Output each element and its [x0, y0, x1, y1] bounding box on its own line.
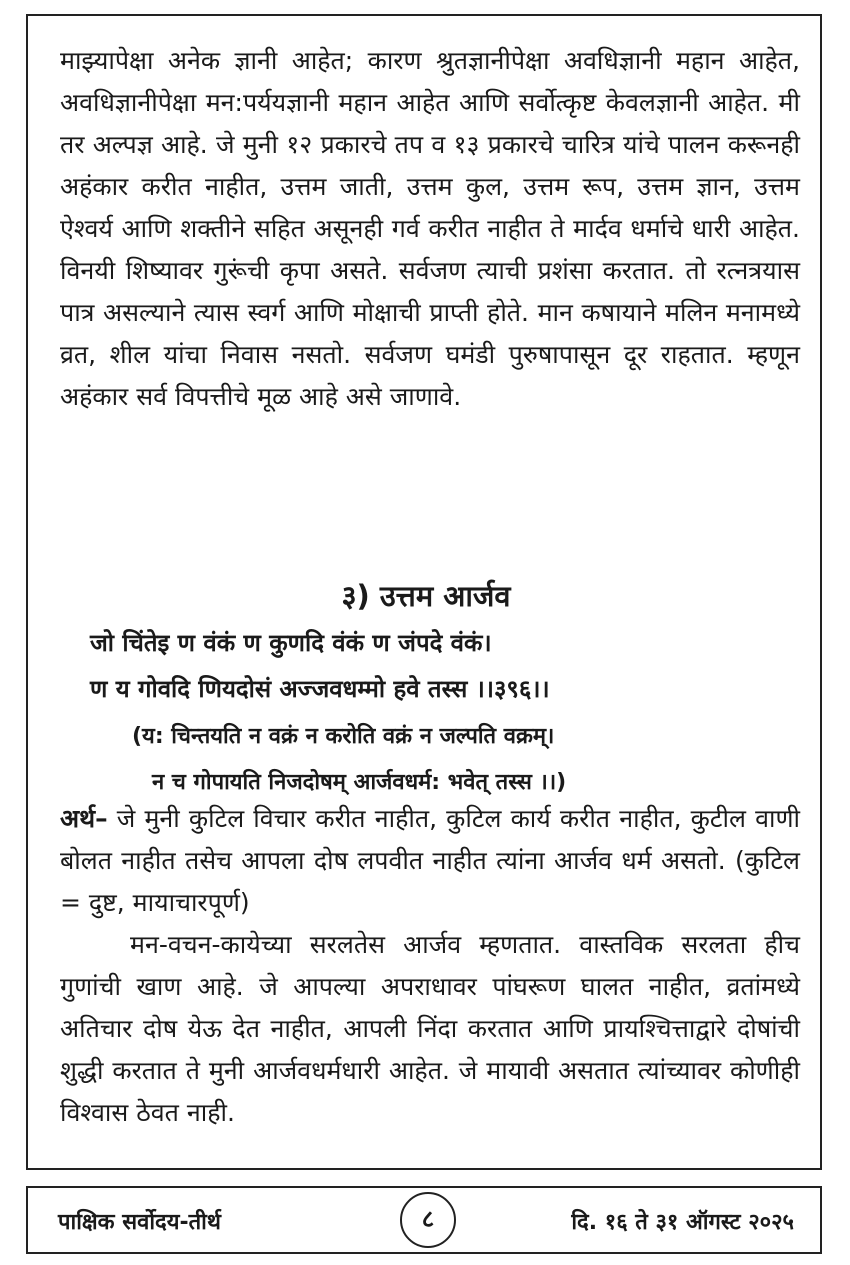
- meaning-text: जे मुनी कुटिल विचार करीत नाहीत, कुटिल कार्य करीत नाहीत, कुटील वाणी बोलत नाहीत तसेच आपला दोष लपवीत नाहीत त्यांना आर्जव धर्म असतो. (कुटिल = दुष्ट, मायाचारपूर्ण): [60, 804, 800, 917]
- sanskrit-line-2: न च गोपायति निजदोषम् आर्जवधर्म: भवेत् तस्स ।।): [152, 770, 567, 795]
- section-heading: ३) उत्तम आर्जव: [341, 579, 511, 613]
- footer: [26, 1186, 822, 1254]
- verse-line-1: जो चिंतेइ ण वंकं ण कुणदि वंकं ण जंपदे वंकं।: [90, 629, 492, 657]
- publication-name: पाक्षिक सर्वोदय-तीर्थ: [58, 1210, 221, 1235]
- meaning-paragraph: [60, 798, 800, 924]
- paragraph-pride: माझ्यापेक्षा अनेक ज्ञानी आहेत; कारण श्रुतज्ञानीपेक्षा अवधिज्ञानी महान आहेत, अवधिज्ञानीपेक्षा मन:पर्ययज्ञानी महान आहेत आणि सर्वोत्कृष्ट केवलज्ञानी आहेत. मी तर अल्पज्ञ आहे. जे मुनी १२ प्रकारचे तप व १३ प्रकारचे चारित्र यांचे पालन करूनही अहंकार करीत नाहीत, उत्तम जाती, उत्तम कुल, उत्तम रूप, उत्तम ज्ञान, उत्तम ऐश्वर्य आणि शक्तीने सहित असूनही गर्व करीत नाहीत ते मार्दव धर्माचे धारी आहेत. विनयी शिष्यावर गुरूंची कृपा असते. सर्वजण त्याची प्रशंसा करतात. तो रत्नत्रयास पात्र असल्याने त्यास स्वर्ग आणि मोक्षाची प्राप्ती होते. मान कषायाने मलिन मनामध्ये व्रत, शील यांचा निवास नसतो. सर्वजण घमंडी पुरुषापासून दूर राहतात. म्हणून अहंकार सर्व विपत्तीचे मूळ आहे असे जाणावे.: [60, 46, 800, 411]
- issue-date: दि. १६ ते ३१ ऑगस्ट २०२५: [571, 1210, 794, 1235]
- article-frame: [26, 14, 822, 1170]
- verse-line-2: ण य गोवदि णियदोसं अज्जवधम्मो हवे तस्स ।।३९६।।: [90, 675, 550, 703]
- paragraph-arjav: मन-वचन-कायेच्या सरलतेस आर्जव म्हणतात. वास्तविक सरलता हीच गुणांची खाण आहे. जे आपल्या अपराधावर पांघरूण घालत नाहीत, व्रतांमध्ये अतिचार दोष येऊ देत नाहीत, आपली निंदा करतात आणि प्रायश्चित्ताद्वारे दोषांची शुद्धी करतात ते मुनी आर्जवधर्मधारी आहेत. जे मायावी असतात त्यांच्यावर कोणीही विश्वास ठेवत नाही.: [60, 930, 800, 1127]
- page-number: ८: [400, 1192, 456, 1248]
- meaning-label: अर्थ–: [60, 804, 108, 833]
- sanskrit-line-1: (य: चिन्तयति न वक्रं न करोति वक्रं न जल्पति वक्रम्।: [132, 724, 555, 749]
